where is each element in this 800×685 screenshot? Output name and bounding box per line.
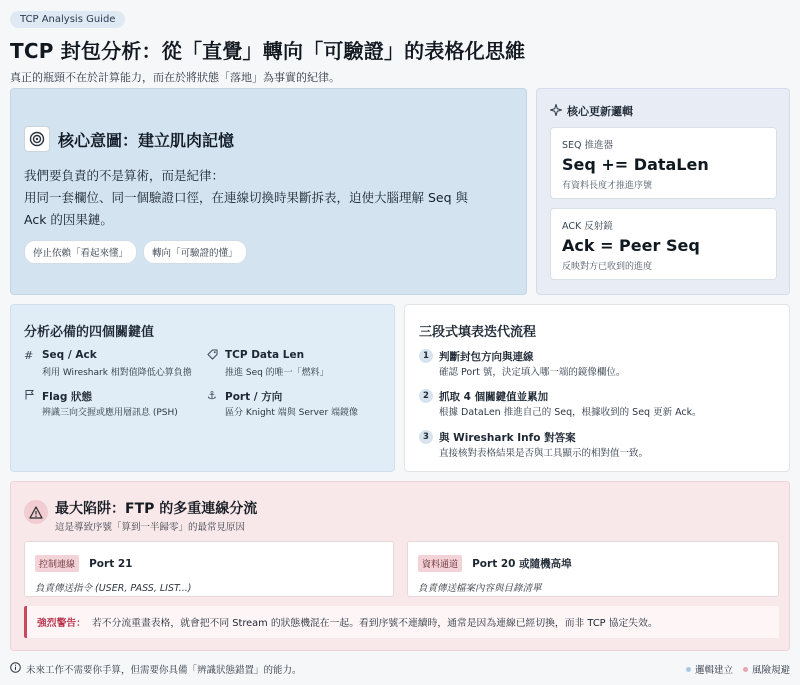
key-name: Port / 方向 [225, 391, 283, 403]
seq-card-label: SEQ 推進器 [562, 140, 614, 151]
body-line: Ack 的因果鏈。 [24, 212, 113, 227]
core-logic-title: 核心更新邏輯 [567, 105, 633, 118]
key-name: Flag 狀態 [42, 391, 93, 403]
legend-label: 邏輯建立 [694, 665, 733, 676]
connection-badge: 控制連線 [35, 555, 79, 572]
key-values-title: 分析必備的四個關鍵值 [24, 325, 155, 340]
connection-name: Port 20 或隨機高埠 [472, 558, 572, 570]
step-name: 與 Wireshark Info 對答案 [439, 432, 576, 444]
body-line: 我們要負責的不是算術，而是紀律： [24, 168, 225, 183]
step-desc: 根據 DataLen 推進自己的 Seq，根據收到的 Seq 更新 Ack。 [439, 407, 702, 418]
legend-item-risk [743, 662, 790, 676]
step-number: 2 [419, 389, 433, 403]
legend-dot [686, 667, 691, 672]
trap-subtitle: 這是導致序號「算到一半歸零」的最常見原因 [55, 522, 246, 533]
tag-icon [207, 349, 221, 363]
ack-card-label: ACK 反射鏡 [562, 221, 613, 232]
legend-label: 風險規避 [751, 665, 790, 676]
key-name: TCP Data Len [225, 349, 305, 361]
header [10, 7, 790, 85]
page-title: TCP 封包分析：從「直覺」轉向「可驗證」的表格化思維 [10, 39, 526, 63]
core-intent-body [24, 165, 514, 231]
legend-dot [743, 667, 748, 672]
step-name: 抓取 4 個關鍵值並累加 [439, 391, 549, 403]
warning-text: 若不分流重畫表格，就會把不同 Stream 的狀態機混在一起。看到序號不連續時，通常是因為連線已經切換，而非 TCP 協定失效。 [91, 618, 658, 629]
footer-note-text: 未來工作不需要你手算，但需要你具備「辨識狀態錯置」的能力。 [26, 665, 302, 676]
warning-label: 強烈警告： [37, 618, 86, 629]
footer-note [10, 662, 302, 676]
ack-card [550, 208, 777, 280]
hash-icon: # [24, 349, 34, 362]
step-desc: 直接核對表格結果是否與工具顯示的相對值一致。 [439, 448, 649, 459]
body-line: 用同一套欄位、同一個驗證口徑，在連線切換時果斷拆表，迫使大腦理解 Seq 與 [24, 190, 469, 205]
footer [10, 660, 790, 678]
iteration-flow-panel [404, 304, 790, 472]
seq-card [550, 127, 777, 199]
data-channel-card [407, 541, 779, 597]
key-values-panel [10, 304, 395, 472]
control-connection-card [24, 541, 394, 597]
step-desc: 確認 Port 號，決定填入哪一端的鏡像欄位。 [439, 367, 626, 378]
seq-formula: Seq += DataLen [562, 155, 709, 174]
key-name: Seq / Ack [42, 349, 97, 361]
target-icon [24, 126, 50, 152]
intent-chips [24, 240, 247, 264]
warning-icon [24, 500, 48, 524]
connection-desc: 負責傳送指令 (USER, PASS, LIST...) [35, 583, 192, 594]
page-subtitle: 真正的瓶頸不在於計算能力，而在於將狀態「落地」為事實的紀律。 [10, 71, 340, 84]
info-icon [10, 662, 21, 676]
key-desc: 利用 Wireshark 相對值降低心算負擔 [42, 368, 192, 378]
trap-title: 最大陷阱：FTP 的多重連線分流 [55, 501, 258, 517]
connection-desc: 負責傳送檔案內容與目錄清單 [418, 583, 542, 594]
ftp-trap-panel [10, 481, 790, 651]
core-intent-panel [10, 88, 527, 295]
core-intent-heading [24, 126, 234, 152]
anchor-icon: ⚓ [207, 389, 217, 402]
ack-card-desc: 反映對方已收到的進度 [562, 262, 653, 272]
legend-item-logic [686, 662, 733, 676]
flag-icon [24, 389, 38, 403]
seq-card-desc: 有資料長度才推進序號 [562, 181, 653, 191]
step-number: 3 [419, 430, 433, 444]
flow-title: 三段式填表迭代流程 [419, 325, 537, 340]
core-logic-heading [550, 103, 633, 119]
key-desc: 推進 Seq 的唯一「燃料」 [225, 368, 329, 378]
core-logic-panel [536, 88, 790, 295]
step-name: 判斷封包方向與連線 [439, 351, 534, 363]
key-desc: 辨識三向交握或應用層訊息 (PSH) [42, 408, 178, 418]
chip-verifiable: 轉向「可驗證的懂」 [143, 240, 247, 264]
key-desc: 區分 Knight 端與 Server 端鏡像 [225, 408, 359, 418]
ack-formula: Ack = Peer Seq [562, 236, 700, 255]
step-number: 1 [419, 349, 433, 363]
chip-stop-relying: 停止依賴「看起來懂」 [24, 240, 137, 264]
guide-tag: TCP Analysis Guide [10, 11, 125, 28]
core-intent-title: 核心意圖：建立肌肉記憶 [58, 130, 235, 150]
legend [686, 662, 790, 676]
sparkle-icon [550, 104, 562, 119]
connection-badge: 資料通道 [418, 555, 462, 572]
strong-warning [24, 606, 779, 638]
connection-name: Port 21 [89, 558, 133, 570]
